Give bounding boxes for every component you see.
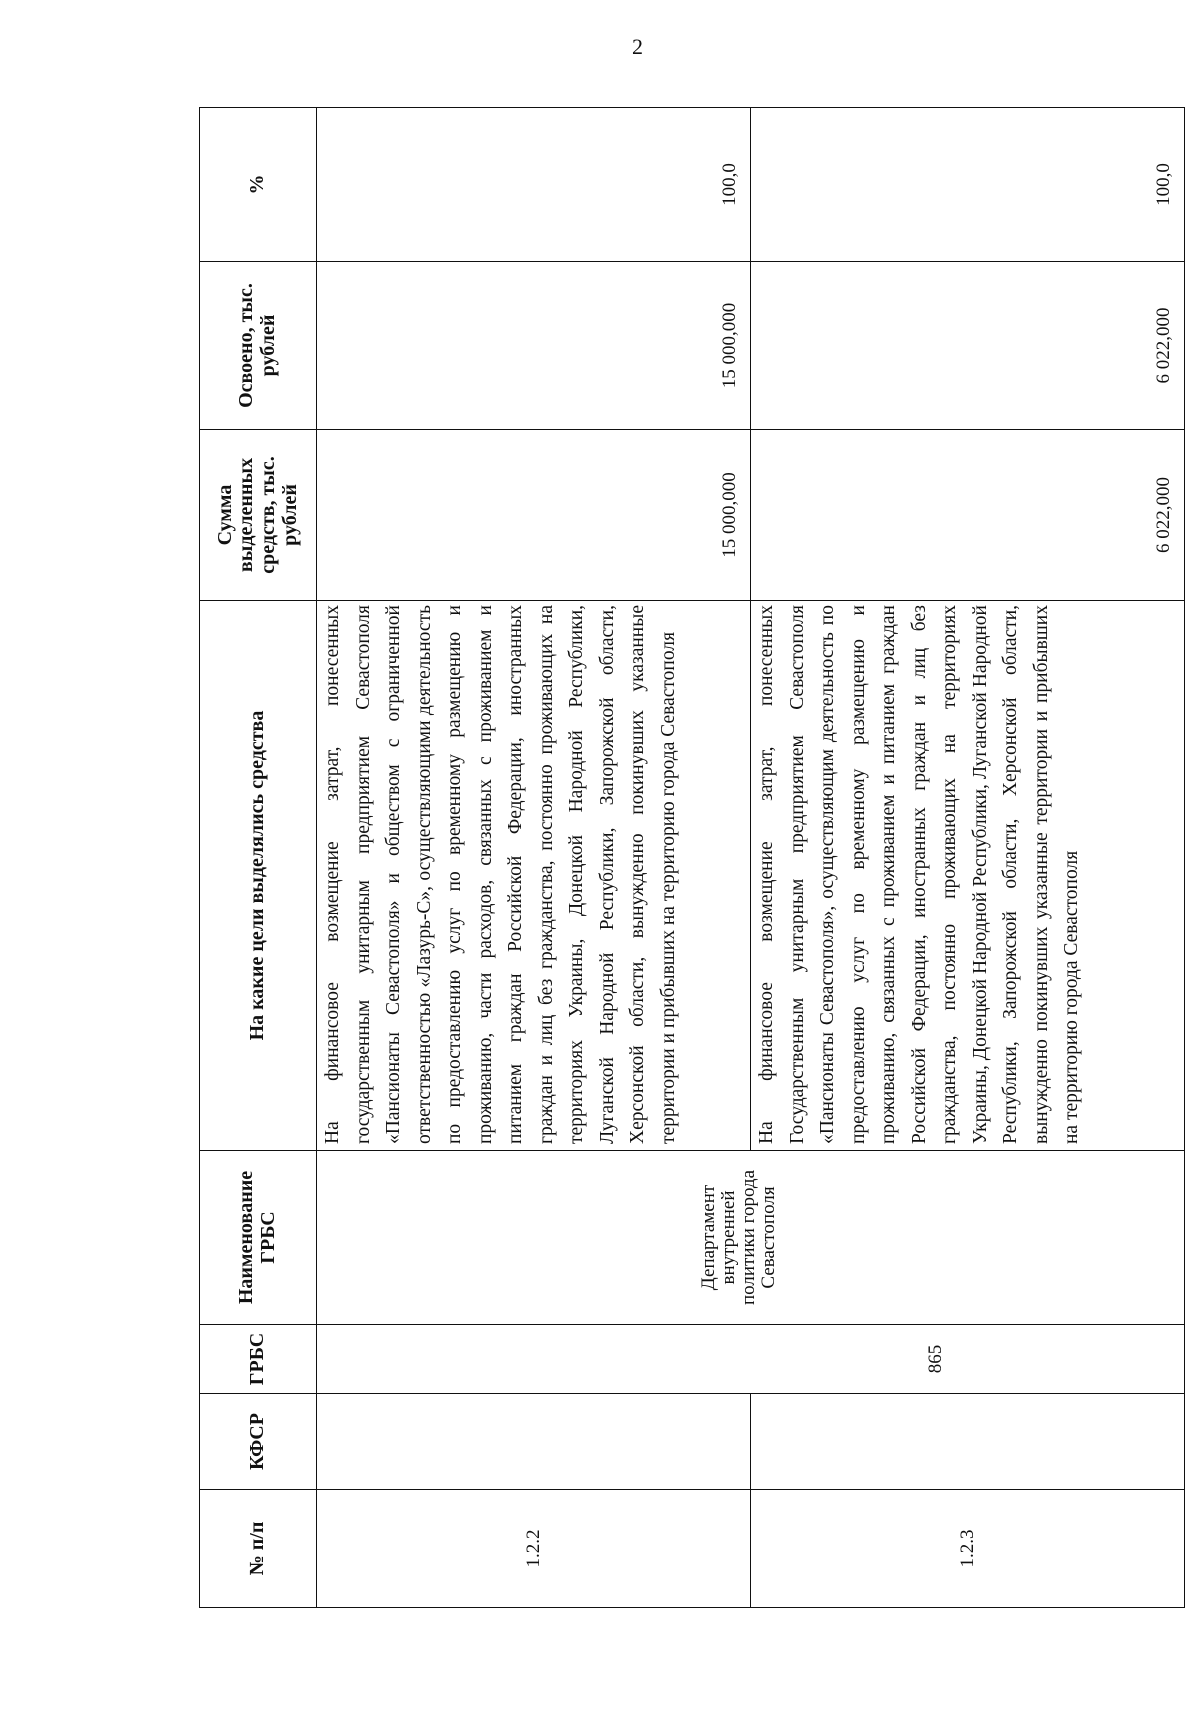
row-number: 1.2.2 <box>317 1490 751 1608</box>
header-purpose: На какие цели выделялись средства <box>200 601 317 1151</box>
header-num: № п/п <box>200 1490 317 1608</box>
grbs-name-cell <box>317 1151 1185 1325</box>
row-purpose: На финансовое возмещение затрат, понесенных Государственным унитарным предприятием Севастополя «Пансионаты Севастополя», осуществляющим деятельность по предоставлению услуг по временному размещению и проживанию, связанных с проживанием и питанием граждан Российской Федерации, иностранных граждан и лиц без гражданства, постоянно проживающих на территориях Украины, Донецкой Народной Республики, Луганской Народной Республики, Запорожской области, Херсонской области, вынужденно покинувших указанные территории и прибывших на территорию города Севастополя <box>751 601 1185 1151</box>
header-row <box>200 108 317 1608</box>
funds-table <box>199 107 1185 1608</box>
row-kfsr <box>317 1394 751 1490</box>
page-number: 2 <box>632 34 643 59</box>
row-sum: 6 022,000 <box>751 430 1185 601</box>
grbs-code-cell <box>317 1325 1185 1394</box>
header-grbs: ГРБС <box>200 1325 317 1394</box>
row-purpose: На финансовое возмещение затрат, понесенных государственным унитарным предприятием Севастополя «Пансионаты Севастополя» и обществом с ограниченной ответственностью «Лазурь-С», осуществляющими деятельность по предоставлению услуг по временному размещению и проживанию, части расходов, связанных с проживанием и питанием граждан Российской Федерации, иностранных граждан и лиц без гражданства, постоянно проживающих на территориях Украины, Донецкой Народной Республики, Луганской Народной Республики, Запорожской области, Херсонской области, вынужденно покинувших указанные территории и прибывших на территорию города Севастополя <box>317 601 751 1151</box>
row-number: 1.2.3 <box>751 1490 1185 1608</box>
row-kfsr <box>751 1394 1185 1490</box>
row-done: 6 022,000 <box>751 262 1185 430</box>
grbs-name: Департамент внутренней политики города Севастополя <box>698 1169 779 1306</box>
grbs-code: 865 <box>924 1344 946 1374</box>
header-pct: % <box>200 108 317 262</box>
header-done: Освоено, тыс. рублей <box>200 262 317 430</box>
row-percent: 100,0 <box>317 108 751 262</box>
header-sum: Сумма выделенных средств, тыс. рублей <box>200 430 317 601</box>
row-done: 15 000,000 <box>317 262 751 430</box>
rotated-table-container <box>199 108 1174 1608</box>
row-sum: 15 000,000 <box>317 430 751 601</box>
header-kfsr: КФСР <box>200 1394 317 1490</box>
header-grbs-name: Наименование ГРБС <box>200 1151 317 1325</box>
table-row <box>317 108 751 1608</box>
row-percent: 100,0 <box>751 108 1185 262</box>
